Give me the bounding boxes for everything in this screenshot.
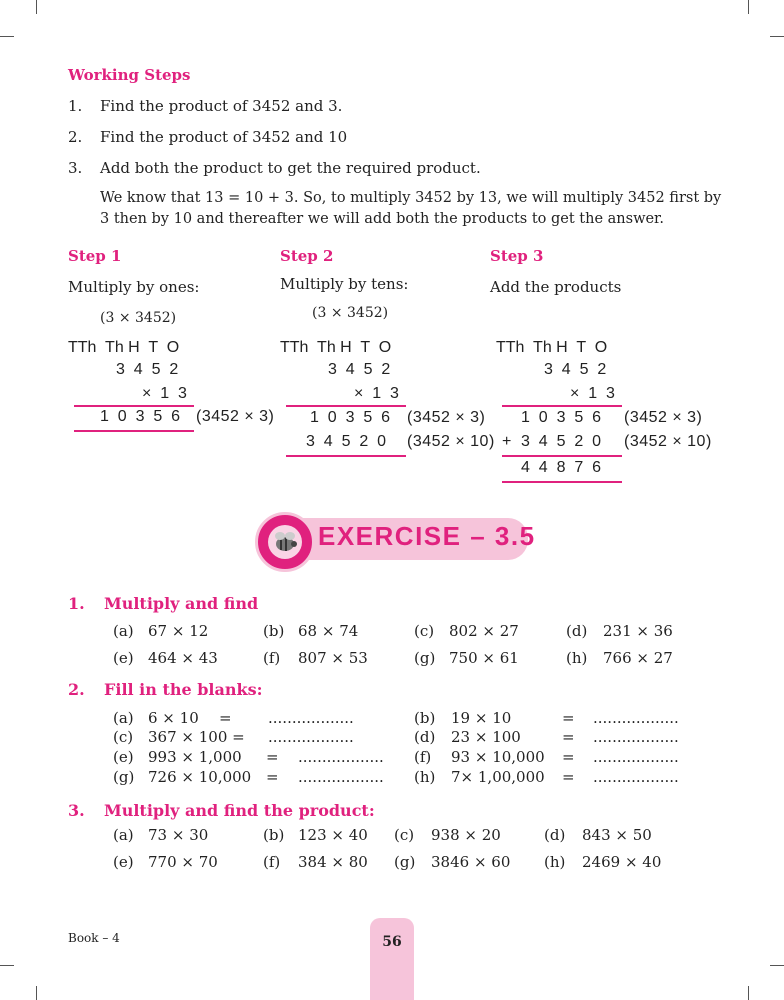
item-label: (d) — [566, 622, 588, 640]
item-label: (c) — [394, 826, 415, 844]
item-expression: 464 × 43 — [148, 649, 218, 667]
item-label: (a) — [113, 826, 134, 844]
multiplier: × 1 3 — [354, 385, 399, 402]
item-expression: 6 × 10 — [148, 709, 199, 727]
plus-sign: + — [502, 433, 512, 450]
item-label: (b) — [263, 622, 285, 640]
divider-line — [502, 481, 622, 483]
step-number: 1. — [68, 97, 83, 115]
crop-mark — [748, 0, 749, 14]
item-label: (c) — [414, 622, 435, 640]
step1-title: Step 1 — [68, 247, 122, 265]
step1-desc: Multiply by ones: — [68, 278, 200, 296]
place-value-header: TTh Th H T O — [280, 339, 392, 356]
question-title: Multiply and find the product: — [104, 801, 375, 820]
item-label: (h) — [544, 853, 566, 871]
partial-note: (3452 × 10) — [407, 433, 495, 450]
step-number: 3. — [68, 159, 83, 177]
item-expression: 67 × 12 — [148, 622, 209, 640]
item-label: (d) — [544, 826, 566, 844]
partial-product: 1 0 3 5 6 — [310, 409, 391, 426]
item-expression: 807 × 53 — [298, 649, 368, 667]
item-label: (b) — [263, 826, 285, 844]
multiplicand: 3 4 5 2 — [116, 361, 179, 378]
crop-mark — [0, 965, 14, 966]
answer-blank: .................. — [298, 768, 384, 786]
item-expression: 7× 1,00,000 — [451, 768, 545, 786]
item-expression: 802 × 27 — [449, 622, 519, 640]
answer-blank: .................. — [298, 748, 384, 766]
question-title: Multiply and find — [104, 594, 259, 613]
item-expression: 770 × 70 — [148, 853, 218, 871]
answer-blank: .................. — [268, 728, 354, 746]
answer-blank: .................. — [593, 709, 679, 727]
item-expression: 3846 × 60 — [431, 853, 511, 871]
final-product: 4 4 8 7 6 — [521, 459, 602, 476]
divider-line — [74, 405, 194, 407]
item-label: (a) — [113, 622, 134, 640]
step3-desc: Add the products — [490, 278, 622, 296]
answer-blank: .................. — [268, 709, 354, 727]
partial-product: 3 4 5 2 0 — [521, 433, 602, 450]
equals-sign: = — [562, 768, 575, 786]
partial-product: 3 4 5 2 0 — [306, 433, 387, 450]
crop-mark — [0, 36, 14, 37]
partial-product: 1 0 3 5 6 — [100, 408, 181, 425]
item-label: (c) — [113, 728, 134, 746]
explanation-line: 3 then by 10 and thereafter we will add both the products to get the answer. — [100, 211, 665, 227]
item-expression: 993 × 1,000 — [148, 748, 242, 766]
divider-line — [502, 455, 622, 457]
exercise-title: EXERCISE – 3.5 — [318, 521, 536, 551]
item-label: (f) — [414, 748, 432, 766]
item-expression: 19 × 10 — [451, 709, 512, 727]
multiplier: × 1 3 — [142, 385, 187, 402]
item-expression: 123 × 40 — [298, 826, 368, 844]
explanation-line: We know that 13 = 10 + 3. So, to multiply 3452 by 13, we will multiply 3452 first by — [100, 190, 722, 206]
step-text: Add both the product to get the required product. — [100, 159, 481, 177]
partial-note: (3452 × 3) — [407, 409, 486, 426]
item-expression: 750 × 61 — [449, 649, 519, 667]
item-expression: 726 × 10,000 — [148, 768, 252, 786]
partial-product: 1 0 3 5 6 — [521, 409, 602, 426]
place-value-header: TTh Th H T O — [496, 339, 608, 356]
step2-desc: Multiply by tens: — [280, 275, 409, 293]
step2-sub: (3 × 3452) — [312, 305, 389, 321]
multiplier: × 1 3 — [570, 385, 615, 402]
crop-mark — [748, 986, 749, 1000]
item-expression: 2469 × 40 — [582, 853, 662, 871]
crop-mark — [36, 986, 37, 1000]
book-label: Book – 4 — [68, 931, 120, 945]
equals-sign: = — [266, 768, 279, 786]
item-label: (e) — [113, 649, 134, 667]
crop-mark — [36, 0, 37, 14]
step1-sub: (3 × 3452) — [100, 310, 177, 326]
equals-sign: = — [562, 748, 575, 766]
item-label: (g) — [113, 768, 135, 786]
crop-mark — [770, 965, 784, 966]
answer-blank: .................. — [593, 728, 679, 746]
equals-sign: = — [562, 728, 575, 746]
divider-line — [286, 455, 406, 457]
item-label: (h) — [566, 649, 588, 667]
item-label: (h) — [414, 768, 436, 786]
divider-line — [502, 405, 622, 407]
divider-line — [286, 405, 406, 407]
page-number-tab — [370, 918, 414, 1000]
item-label: (g) — [394, 853, 416, 871]
item-expression: 68 × 74 — [298, 622, 359, 640]
multiplicand: 3 4 5 2 — [328, 361, 391, 378]
divider-line — [74, 430, 194, 432]
answer-blank: .................. — [593, 748, 679, 766]
partial-note: (3452 × 3) — [196, 408, 275, 425]
step2-title: Step 2 — [280, 247, 334, 265]
bee-icon — [255, 512, 315, 572]
item-expression: 384 × 80 — [298, 853, 368, 871]
equals-sign: = — [266, 748, 279, 766]
item-expression: 367 × 100 = — [148, 728, 245, 746]
item-expression: 938 × 20 — [431, 826, 501, 844]
partial-note: (3452 × 3) — [624, 409, 703, 426]
step-text: Find the product of 3452 and 3. — [100, 97, 343, 115]
page-number: 56 — [382, 934, 402, 950]
item-expression: 843 × 50 — [582, 826, 652, 844]
item-label: (a) — [113, 709, 134, 727]
equals-sign: = — [219, 709, 232, 727]
question-number: 3. — [68, 801, 85, 820]
step3-title: Step 3 — [490, 247, 544, 265]
item-label: (g) — [414, 649, 436, 667]
item-expression: 73 × 30 — [148, 826, 209, 844]
item-label: (e) — [113, 853, 134, 871]
question-title: Fill in the blanks: — [104, 680, 263, 699]
partial-note: (3452 × 10) — [624, 433, 712, 450]
answer-blank: .................. — [593, 768, 679, 786]
item-expression: 766 × 27 — [603, 649, 673, 667]
question-number: 2. — [68, 680, 85, 699]
item-label: (f) — [263, 853, 281, 871]
step-number: 2. — [68, 128, 83, 146]
item-expression: 93 × 10,000 — [451, 748, 545, 766]
item-label: (b) — [414, 709, 436, 727]
working-steps-heading: Working Steps — [68, 66, 191, 84]
equals-sign: = — [562, 709, 575, 727]
item-label: (e) — [113, 748, 134, 766]
question-number: 1. — [68, 594, 85, 613]
place-value-header: TTh Th H T O — [68, 339, 180, 356]
item-label: (d) — [414, 728, 436, 746]
multiplicand: 3 4 5 2 — [544, 361, 607, 378]
step-text: Find the product of 3452 and 10 — [100, 128, 348, 146]
item-label: (f) — [263, 649, 281, 667]
item-expression: 231 × 36 — [603, 622, 673, 640]
item-expression: 23 × 100 — [451, 728, 521, 746]
crop-mark — [770, 36, 784, 37]
